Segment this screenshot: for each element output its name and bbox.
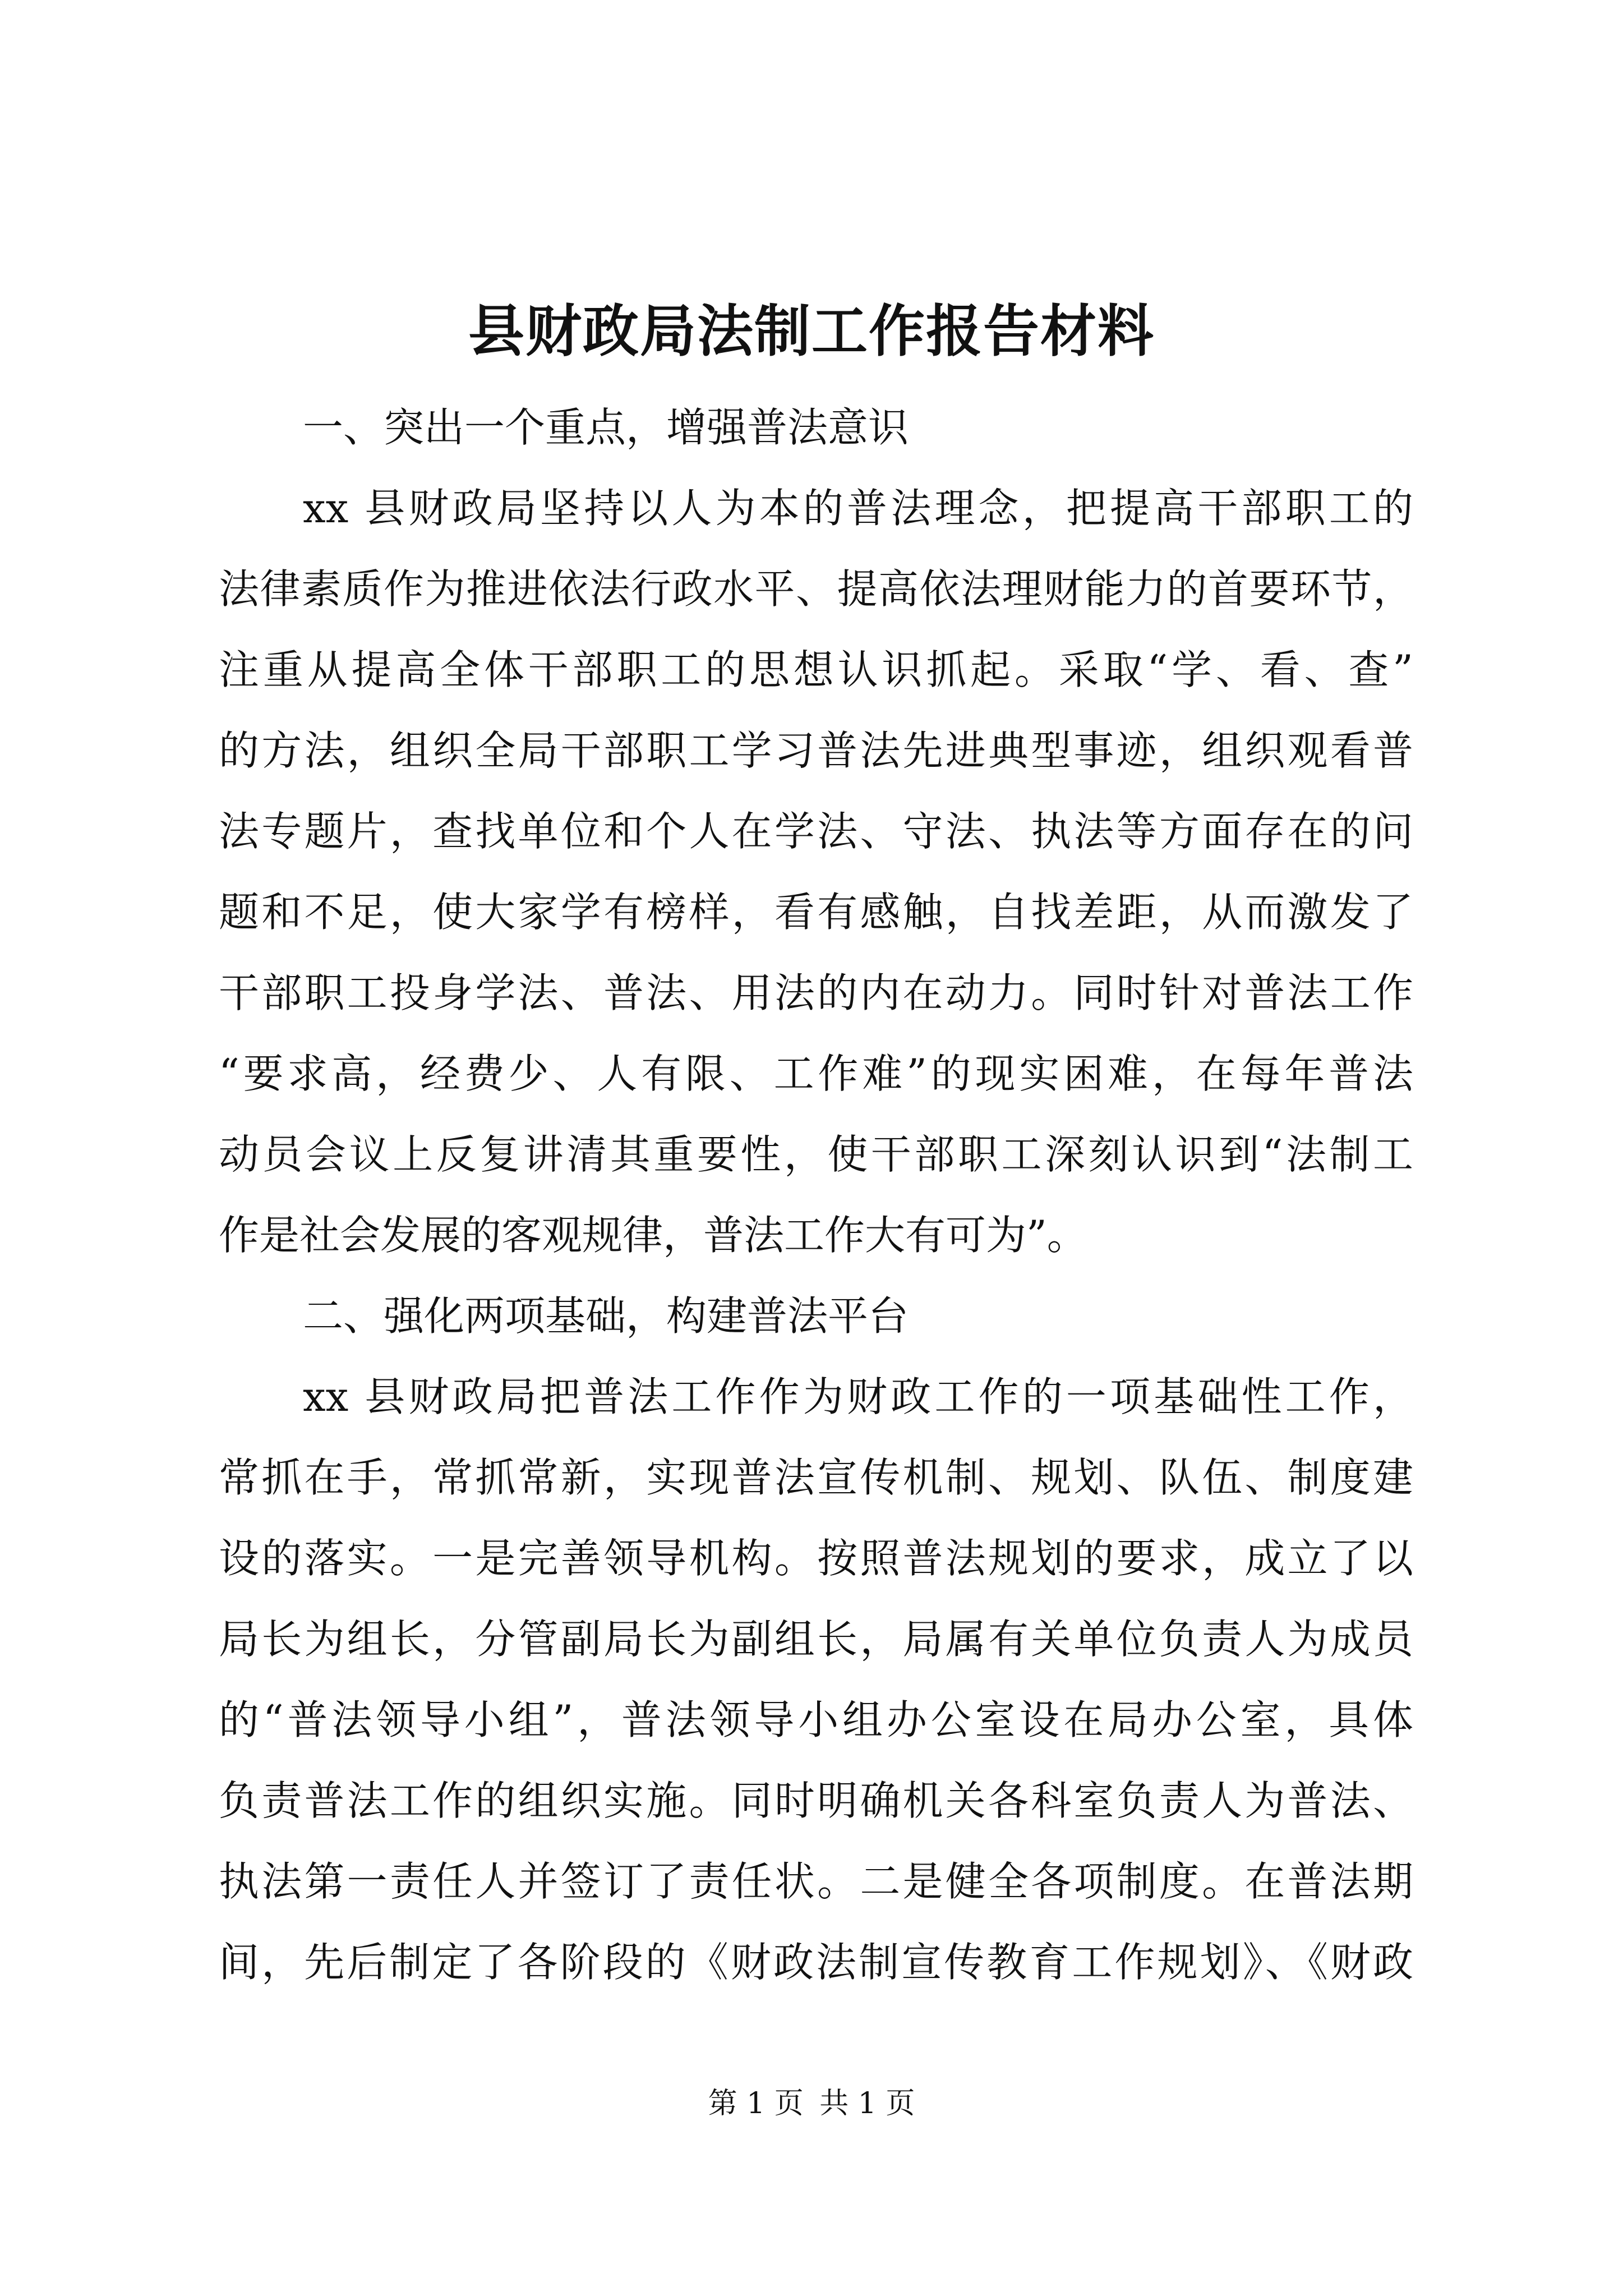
text-line: 的“普法领导小组”，普法领导小组办公室设在局办公室，具体 [219,1696,1413,1743]
text-line: 设的落实。一是完善领导机构。按照普法规划的要求，成立了以 [219,1535,1413,1582]
text-line: 二、强化两项基础，构建普法平台 [303,1292,909,1340]
text-line: 常抓在手，常抓常新，实现普法宣传机制、规划、队伍、制度建 [219,1454,1413,1501]
text-line: xx 县财政局把普法工作作为财政工作的一项基础性工作， [303,1373,1413,1420]
text-line: 间，先后制定了各阶段的《财政法制宣传教育工作规划》、《财政 [219,1939,1413,1986]
text-line: xx 县财政局坚持以人为本的普法理念，把提高干部职工的 [303,485,1413,532]
text-line: 负责普法工作的组织实施。同时明确机关各科室负责人为普法、 [219,1777,1413,1824]
text-line: 法专题片，查找单位和个人在学法、守法、执法等方面存在的问 [219,808,1413,855]
text-line: 一、突出一个重点，增强普法意识 [303,404,909,451]
page-total: 共 1 页 [819,2087,915,2120]
text-line: 执法第一责任人并签订了责任状。二是健全各项制度。在普法期 [219,1858,1413,1905]
text-line: 题和不足，使大家学有榜样，看有感触，自找差距，从而激发了 [219,889,1413,936]
text-line: 注重从提高全体干部职工的思想认识抓起。采取“学、看、查” [219,646,1413,693]
text-line: 动员会议上反复讲清其重要性，使干部职工深刻认识到“法制工 [219,1131,1413,1178]
text-line: 作是社会发展的客观规律，普法工作大有可为”。 [219,1212,1087,1259]
text-line: 的方法，组织全局干部职工学习普法先进典型事迹，组织观看普 [219,727,1413,774]
page-footer [0,2081,1623,2126]
document-title: 县财政局法制工作报告材料 [468,298,1155,364]
text-line: 干部职工投身学法、普法、用法的内在动力。同时针对普法工作 [219,969,1413,1016]
text-line: 法律素质作为推进依法行政水平、提高依法理财能力的首要环节， [219,565,1413,613]
text-line: 局长为组长，分管副局长为副组长，局属有关单位负责人为成员 [219,1616,1413,1663]
document-body [219,387,1413,2003]
text-line: “要求高，经费少、人有限、工作难”的现实困难，在每年普法 [219,1050,1413,1097]
page-number: 第 1 页 [708,2087,804,2120]
